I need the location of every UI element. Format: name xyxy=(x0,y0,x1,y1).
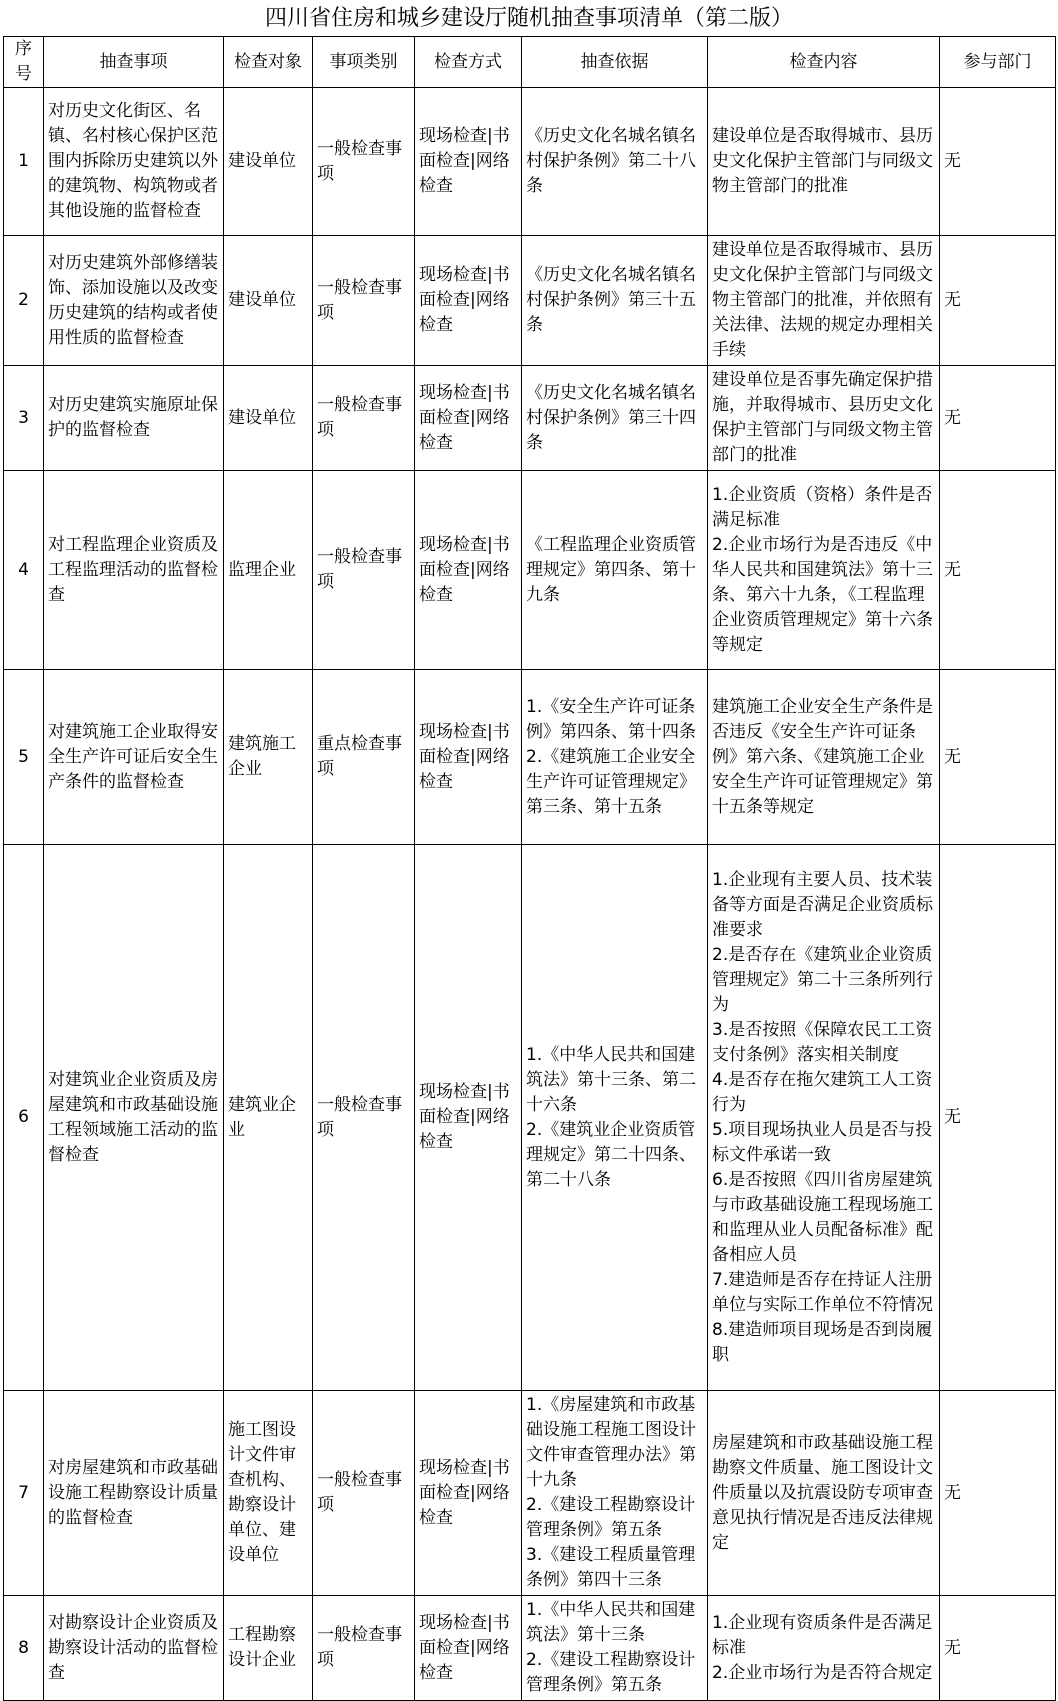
table-row xyxy=(4,670,1056,845)
table-row xyxy=(4,236,1056,366)
cell-no: 3 xyxy=(4,366,44,471)
cell-dept: 无 xyxy=(940,236,1056,366)
cell-basis: 《历史文化名城名镇名村保护条例》第三十五条 xyxy=(522,236,708,366)
table-row xyxy=(4,1596,1056,1701)
cell-method: 现场检查|书面检查|网络检查 xyxy=(415,471,522,670)
cell-target: 建筑施工企业 xyxy=(224,670,313,845)
cell-dept: 无 xyxy=(940,670,1056,845)
cell-category: 重点检查事项 xyxy=(313,670,415,845)
cell-target: 施工图设计文件审查机构、勘察设计单位、建设单位 xyxy=(224,1391,313,1596)
cell-target: 建设单位 xyxy=(224,236,313,366)
cell-dept: 无 xyxy=(940,366,1056,471)
cell-target: 建筑业企业 xyxy=(224,845,313,1391)
cell-item: 对勘察设计企业资质及勘察设计活动的监督检查 xyxy=(44,1596,224,1701)
cell-basis: 1.《安全生产许可证条例》第四条、第十四条 2.《建筑施工企业安全生产许可证管理规定》第三条、第十五条 xyxy=(522,670,708,845)
cell-method: 现场检查|书面检查|网络检查 xyxy=(415,670,522,845)
cell-basis: 《历史文化名城名镇名村保护条例》第二十八条 xyxy=(522,88,708,236)
cell-method: 现场检查|书面检查|网络检查 xyxy=(415,845,522,1391)
cell-content: 1.企业现有资质条件是否满足标准 2.企业市场行为是否符合规定 xyxy=(708,1596,940,1701)
table-row xyxy=(4,471,1056,670)
cell-dept: 无 xyxy=(940,845,1056,1391)
cell-method: 现场检查|书面检查|网络检查 xyxy=(415,236,522,366)
cell-category: 一般检查事项 xyxy=(313,236,415,366)
cell-target: 建设单位 xyxy=(224,88,313,236)
table-header-row xyxy=(4,37,1056,88)
cell-category: 一般检查事项 xyxy=(313,1596,415,1701)
table-row xyxy=(4,366,1056,471)
cell-target: 工程勘察设计企业 xyxy=(224,1596,313,1701)
cell-no: 5 xyxy=(4,670,44,845)
cell-no: 6 xyxy=(4,845,44,1391)
cell-basis: 《历史文化名城名镇名村保护条例》第三十四条 xyxy=(522,366,708,471)
cell-item: 对历史建筑外部修缮装饰、添加设施以及改变历史建筑的结构或者使用性质的监督检查 xyxy=(44,236,224,366)
cell-dept: 无 xyxy=(940,1391,1056,1596)
cell-target: 建设单位 xyxy=(224,366,313,471)
cell-basis: 1.《中华人民共和国建筑法》第十三条 2.《建设工程勘察设计管理条例》第五条 xyxy=(522,1596,708,1701)
cell-no: 7 xyxy=(4,1391,44,1596)
cell-target: 监理企业 xyxy=(224,471,313,670)
table-row xyxy=(4,845,1056,1391)
cell-method: 现场检查|书面检查|网络检查 xyxy=(415,366,522,471)
cell-content: 房屋建筑和市政基础设施工程勘察文件质量、施工图设计文件质量以及抗震设防专项审查意见执行情况是否违反法律规定 xyxy=(708,1391,940,1596)
cell-dept: 无 xyxy=(940,471,1056,670)
cell-category: 一般检查事项 xyxy=(313,88,415,236)
cell-content: 建设单位是否事先确定保护措施，并取得城市、县历史文化保护主管部门与同级文物主管部门的批准 xyxy=(708,366,940,471)
header-item: 抽查事项 xyxy=(44,37,224,88)
header-dept: 参与部门 xyxy=(940,37,1056,88)
header-basis: 抽查依据 xyxy=(522,37,708,88)
cell-content: 建筑施工企业安全生产条件是否违反《安全生产许可证条例》第六条、《建筑施工企业安全生产许可证管理规定》第十五条等规定 xyxy=(708,670,940,845)
cell-no: 4 xyxy=(4,471,44,670)
cell-item: 对历史建筑实施原址保护的监督检查 xyxy=(44,366,224,471)
cell-basis: 《工程监理企业资质管理规定》第四条、第十九条 xyxy=(522,471,708,670)
cell-content: 建设单位是否取得城市、县历史文化保护主管部门与同级文物主管部门的批准 xyxy=(708,88,940,236)
cell-category: 一般检查事项 xyxy=(313,1391,415,1596)
cell-category: 一般检查事项 xyxy=(313,471,415,670)
inspection-table xyxy=(3,36,1056,1701)
header-method: 检查方式 xyxy=(415,37,522,88)
document-title: 四川省住房和城乡建设厅随机抽查事项清单（第二版） xyxy=(264,6,793,31)
cell-content: 建设单位是否取得城市、县历史文化保护主管部门与同级文物主管部门的批准，并依照有关法律、法规的规定办理相关手续 xyxy=(708,236,940,366)
cell-dept: 无 xyxy=(940,1596,1056,1701)
header-target: 检查对象 xyxy=(224,37,313,88)
cell-item: 对工程监理企业资质及工程监理活动的监督检查 xyxy=(44,471,224,670)
cell-content: 1.企业现有主要人员、技术装备等方面是否满足企业资质标准要求 2.是否存在《建筑业企业资质管理规定》第二十三条所列行为 3.是否按照《保障农民工工资支付条例》落实相关制度 4.是否存在拖欠建筑工人工资行为 5.项目现场执业人员是否与投标文件承诺一致 6.是否按照《四川省房屋建筑与市政基础设施工程现场施工和监理从业人员配备标准》配备相应人员 7.建造师是否存在持证人注册单位与实际工作单位不符情况 8.建造师项目现场是否到岗履职 xyxy=(708,845,940,1391)
header-category: 事项类别 xyxy=(313,37,415,88)
cell-category: 一般检查事项 xyxy=(313,845,415,1391)
cell-basis: 1.《房屋建筑和市政基础设施工程施工图设计文件审查管理办法》第十九条 2.《建设工程勘察设计管理条例》第五条 3.《建设工程质量管理条例》第四十三条 xyxy=(522,1391,708,1596)
cell-method: 现场检查|书面检查|网络检查 xyxy=(415,1596,522,1701)
cell-item: 对历史文化街区、名镇、名村核心保护区范围内拆除历史建筑以外的建筑物、构筑物或者其他设施的监督检查 xyxy=(44,88,224,236)
cell-no: 8 xyxy=(4,1596,44,1701)
cell-method: 现场检查|书面检查|网络检查 xyxy=(415,1391,522,1596)
cell-dept: 无 xyxy=(940,88,1056,236)
cell-item: 对建筑业企业资质及房屋建筑和市政基础设施工程领域施工活动的监督检查 xyxy=(44,845,224,1391)
cell-item: 对建筑施工企业取得安全生产许可证后安全生产条件的监督检查 xyxy=(44,670,224,845)
cell-basis: 1.《中华人民共和国建筑法》第十三条、第二十六条 2.《建筑业企业资质管理规定》第二十四条、第二十八条 xyxy=(522,845,708,1391)
cell-item: 对房屋建筑和市政基础设施工程勘察设计质量的监督检查 xyxy=(44,1391,224,1596)
table-row xyxy=(4,88,1056,236)
header-no: 序 号 xyxy=(4,37,44,88)
cell-method: 现场检查|书面检查|网络检查 xyxy=(415,88,522,236)
cell-no: 2 xyxy=(4,236,44,366)
cell-category: 一般检查事项 xyxy=(313,366,415,471)
table-row xyxy=(4,1391,1056,1596)
cell-content: 1.企业资质（资格）条件是否满足标准 2.企业市场行为是否违反《中华人民共和国建筑法》第十三条、第六十九条，《工程监理企业资质管理规定》第十六条等规定 xyxy=(708,471,940,670)
header-content: 检查内容 xyxy=(708,37,940,88)
cell-no: 1 xyxy=(4,88,44,236)
